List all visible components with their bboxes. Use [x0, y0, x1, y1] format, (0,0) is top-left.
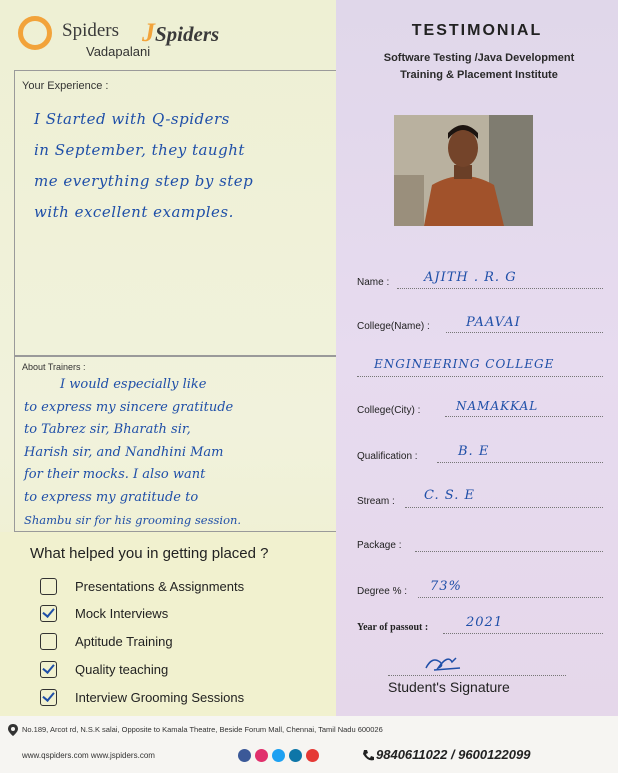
city-line	[445, 416, 603, 417]
linkedin-icon[interactable]	[289, 749, 302, 762]
logo-branch: Vadapalani	[86, 44, 151, 59]
trainers-line: to express my sincere gratitude	[24, 399, 234, 415]
footer-phones: 9840611022 / 9600122099	[376, 747, 531, 762]
qualification-label: Qualification :	[357, 451, 418, 462]
logo-qspiders-text: Spiders	[62, 20, 119, 41]
degree-value: 73%	[430, 579, 462, 594]
trainers-text	[24, 374, 334, 532]
signature-label: Student's Signature	[388, 679, 510, 695]
subtitle-line-2: Training & Placement Institute	[400, 69, 558, 81]
option-label: Aptitude Training	[75, 633, 173, 649]
college-value-2: ENGINEERING COLLEGE	[374, 357, 555, 371]
option-grooming[interactable]	[40, 687, 244, 707]
helped-question: What helped you in getting placed ?	[30, 545, 269, 562]
youtube-icon[interactable]	[306, 749, 319, 762]
j-letter-icon: J	[142, 18, 155, 47]
page-subtitle	[340, 50, 618, 84]
name-value: AJITH . R. G	[424, 270, 517, 285]
college-value: PAAVAI	[466, 315, 521, 330]
signature-scribble	[422, 652, 466, 674]
checkbox-checked[interactable]	[40, 605, 57, 622]
year-line	[443, 633, 603, 634]
student-photo-image	[394, 115, 533, 226]
trainers-line: I would especially like	[60, 377, 207, 392]
trainers-line: for their mocks. I also want	[24, 467, 206, 482]
option-presentations[interactable]	[40, 576, 244, 596]
logo	[14, 10, 254, 60]
college-label: College(Name) :	[357, 321, 430, 332]
facebook-icon[interactable]	[238, 749, 251, 762]
checkbox[interactable]	[40, 633, 57, 650]
checkbox[interactable]	[40, 578, 57, 595]
option-label: Presentations & Assignments	[75, 578, 245, 594]
stream-line	[405, 507, 603, 508]
college-line-2	[357, 376, 603, 377]
name-label: Name :	[357, 277, 390, 288]
signature-line	[388, 675, 566, 676]
option-quality-teaching[interactable]	[40, 659, 168, 679]
logo-jspiders-text	[142, 18, 219, 48]
option-label: Quality teaching	[75, 661, 169, 677]
degree-label: Degree % :	[357, 586, 408, 597]
experience-line: me everything step by step	[34, 172, 254, 190]
student-photo	[394, 115, 533, 226]
option-label: Interview Grooming Sessions	[75, 689, 245, 705]
trainers-line: Shambu sir for his grooming session.	[24, 513, 242, 527]
experience-text	[34, 104, 329, 228]
city-value: NAMAKKAL	[456, 399, 539, 413]
qspiders-logo-icon	[18, 16, 52, 50]
footer-address: No.189, Arcot rd, N.S.K salai, Opposite to Kamala Theatre, Beside Forum Mall, Chennai, Tamil Nadu 600026	[22, 725, 383, 734]
stream-value: C. S. E	[424, 488, 475, 503]
checkbox-checked[interactable]	[40, 689, 57, 706]
qualification-value: B. E	[458, 444, 490, 459]
stream-label: Stream :	[357, 496, 395, 507]
logo-jspiders-word: Spiders	[155, 22, 220, 46]
footer-websites[interactable]: www.qspiders.com www.jspiders.com	[22, 751, 155, 760]
option-aptitude[interactable]	[40, 631, 173, 651]
year-label: Year of passout :	[357, 622, 429, 633]
option-mock-interviews[interactable]	[40, 603, 168, 623]
package-label: Package :	[357, 540, 402, 551]
city-label: College(City) :	[357, 405, 421, 416]
location-pin-icon	[8, 724, 18, 736]
experience-line: in September, they taught	[34, 141, 245, 159]
trainers-line: to Tabrez sir, Bharath sir,	[24, 422, 191, 437]
name-line	[397, 288, 603, 289]
page-title: TESTIMONIAL	[411, 22, 543, 39]
package-line	[415, 551, 603, 552]
trainers-line: to express my gratitude to	[24, 489, 199, 505]
checkbox-checked[interactable]	[40, 661, 57, 678]
year-value: 2021	[466, 615, 504, 630]
experience-line: I Started with Q-spiders	[34, 110, 230, 128]
option-label: Mock Interviews	[75, 605, 169, 621]
degree-line	[418, 597, 603, 598]
trainers-line: Harish sir, and Nandhini Mam	[24, 444, 224, 460]
qualification-line	[437, 462, 603, 463]
experience-label: Your Experience :	[22, 80, 109, 92]
twitter-icon[interactable]	[272, 749, 285, 762]
experience-line: with excellent examples.	[34, 203, 234, 221]
college-line	[446, 332, 603, 333]
subtitle-line-1: Software Testing /Java Development	[383, 52, 575, 64]
instagram-icon[interactable]	[255, 749, 268, 762]
trainers-label: About Trainers :	[22, 362, 86, 372]
phone-icon	[362, 749, 374, 762]
